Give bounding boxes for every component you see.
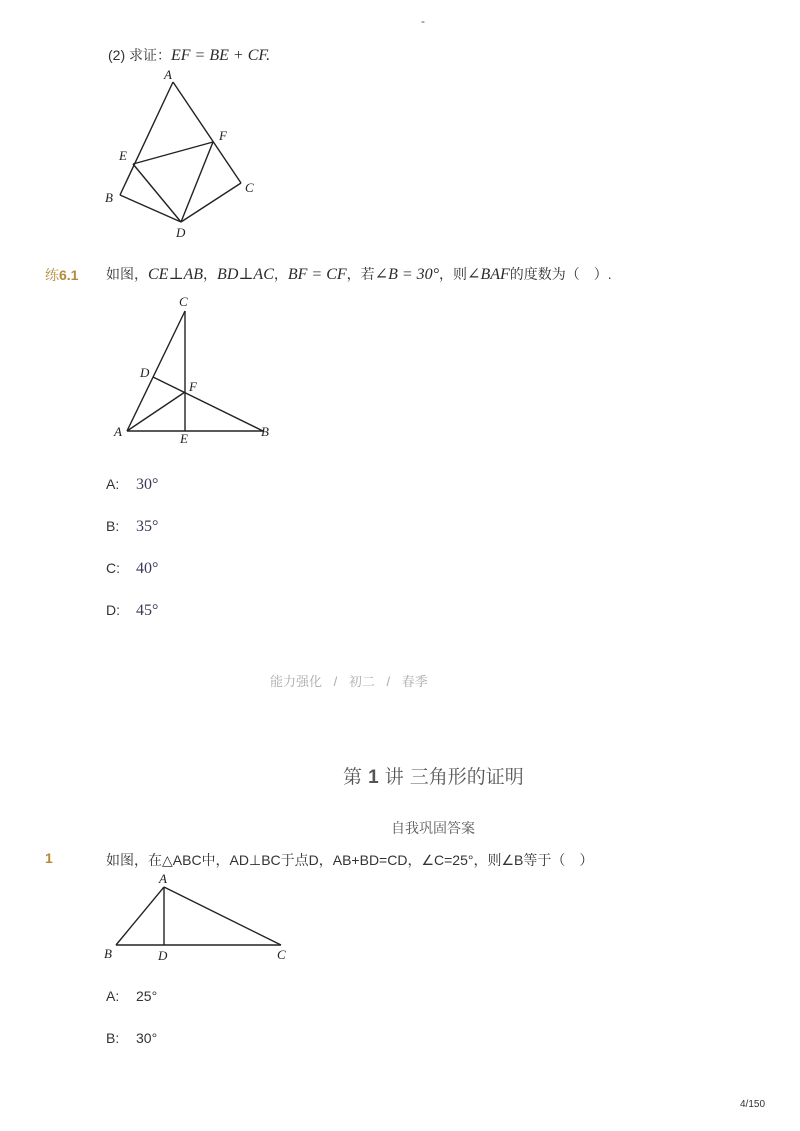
- label-e: E: [180, 431, 188, 446]
- lecture-number: 1: [368, 767, 379, 788]
- page-number: 4/150: [740, 1099, 766, 1110]
- practice-text-a: 如图，: [106, 266, 148, 282]
- question1-option-b[interactable]: [106, 1030, 157, 1046]
- option-value: 25°: [136, 988, 158, 1004]
- option-letter: C:: [106, 560, 120, 576]
- practice-math-a: CE⊥AB: [148, 266, 204, 283]
- label-d: D: [176, 225, 186, 240]
- segment-ef: [133, 142, 213, 164]
- lecture-prefix: 第: [343, 766, 363, 788]
- breadcrumb-separator: /: [333, 674, 338, 689]
- label-c: C: [245, 180, 254, 195]
- label-f: F: [189, 379, 197, 394]
- label-f: F: [219, 128, 227, 143]
- segment-ac: [127, 311, 185, 431]
- practice-math-b: BD⊥AC: [217, 266, 274, 283]
- practice-label: [45, 265, 78, 285]
- option-letter: D:: [106, 602, 120, 618]
- practice-option-c[interactable]: [106, 560, 158, 578]
- practice-label-prefix: 练: [45, 267, 59, 283]
- label-d: D: [158, 948, 168, 963]
- label-d: D: [140, 365, 150, 380]
- label-e: E: [119, 148, 127, 163]
- option-letter: B:: [106, 1030, 120, 1046]
- practice-option-a[interactable]: [106, 476, 158, 494]
- segment-bd: [120, 195, 181, 222]
- option-value: 30°: [136, 476, 159, 493]
- practice-text-b: ，若: [346, 266, 375, 282]
- figure-perpendiculars: [105, 290, 295, 450]
- label-a: A: [114, 424, 122, 439]
- segment-ab: [120, 82, 173, 195]
- figure-triangle: [100, 868, 300, 968]
- segment-ca: [173, 82, 241, 183]
- practice-option-b[interactable]: [106, 518, 158, 536]
- practice-text-d: 的度数为（ ）.: [509, 266, 612, 282]
- figure-quadrilateral: [100, 66, 270, 246]
- segment-fd: [181, 142, 213, 222]
- practice-label-num: 6.1: [59, 267, 79, 283]
- practice-sep1: ，: [203, 266, 218, 282]
- practice-option-d[interactable]: [106, 602, 158, 620]
- label-a: A: [164, 67, 172, 82]
- practice-math-e: ∠BAF: [467, 266, 510, 283]
- label-b: B: [261, 424, 269, 439]
- breadcrumb-part2: 初二: [348, 674, 375, 689]
- breadcrumb-separator: /: [386, 674, 391, 689]
- practice-text-c: ，则: [439, 266, 468, 282]
- part2-prompt: [108, 45, 270, 65]
- option-value: 40°: [136, 560, 159, 577]
- part2-prefix: (2) 求证：: [108, 47, 171, 63]
- option-value: 45°: [136, 602, 159, 619]
- part2-formula: EF = BE + CF.: [171, 47, 271, 64]
- top-mark: -: [421, 14, 425, 28]
- lecture-title: [343, 762, 524, 789]
- lecture-suffix: 讲 三角形的证明: [384, 766, 524, 788]
- practice-question: [106, 264, 612, 284]
- label-b: B: [105, 190, 113, 205]
- label-a: A: [159, 871, 167, 886]
- segment-ab: [116, 887, 164, 945]
- question1-text: 如图，在△ABC中，AD⊥BC于点D，AB+BD=CD，∠C=25°，则∠B等于（ ）: [106, 852, 594, 868]
- segment-dc: [181, 183, 241, 222]
- practice-math-c: BF = CF: [287, 266, 347, 283]
- segment-db: [153, 377, 263, 431]
- question1-label: 1: [45, 850, 53, 866]
- section-subtitle: 自我巩固答案: [391, 821, 475, 837]
- question1-option-a[interactable]: [106, 988, 157, 1004]
- practice-sep2: ，: [273, 266, 288, 282]
- option-value: 35°: [136, 518, 159, 535]
- segment-ca: [164, 887, 281, 945]
- breadcrumb-part3: 春季: [401, 674, 428, 689]
- segment-ed: [133, 164, 181, 222]
- label-c: C: [277, 947, 286, 962]
- label-c: C: [179, 294, 188, 309]
- option-value: 30°: [136, 1030, 158, 1046]
- practice-math-d: ∠B = 30°: [374, 266, 440, 283]
- option-letter: A:: [106, 988, 120, 1004]
- breadcrumb: [270, 671, 428, 690]
- breadcrumb-part1: 能力强化: [270, 674, 323, 689]
- option-letter: A:: [106, 476, 120, 492]
- option-letter: B:: [106, 518, 120, 534]
- label-b: B: [104, 946, 112, 961]
